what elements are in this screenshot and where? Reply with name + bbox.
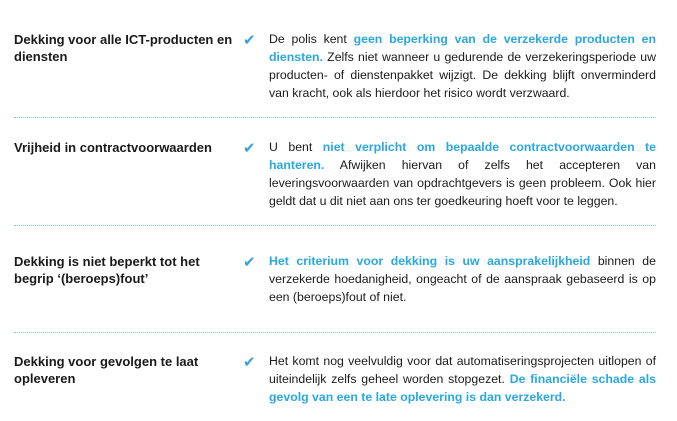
row-divider: [14, 332, 656, 333]
feature-term: Dekking voor gevolgen te laat opleveren: [14, 354, 199, 386]
feature-term: Dekking is niet beperkt tot het begrip ‘(beroeps)fout’: [14, 254, 200, 286]
feature-description: [269, 30, 656, 102]
check-icon: ✔: [243, 353, 256, 371]
description-highlight: De financiële schade als gevolg van een te late oplevering is dan verzekerd.: [269, 372, 656, 404]
row-divider: [14, 225, 656, 226]
description-highlight: niet verplicht om bepaalde contractvoorwaarden te hanteren.: [269, 140, 656, 172]
feature-term: Vrijheid in contractvoorwaarden: [14, 140, 212, 155]
feature-description: [269, 138, 656, 210]
description-text: binnen de verzekerde hoedanigheid, ongeacht of de aanspraak gebaseerd is op een (beroeps)fout of niet.: [269, 254, 656, 304]
row-divider: [14, 117, 656, 118]
description-text: Zelfs niet wanneer u gedurende de verzekeringsperiode uw producten- of dienstenpakket wijzigt. De dekking blijft onverminderd van kracht, ook als hierdoor het risico wordt verzwaard.: [269, 50, 656, 100]
description-highlight: Het criterium voor dekking is uw aansprakelijkheid: [269, 254, 591, 268]
description-text: De polis kent: [269, 32, 354, 46]
description-text: U bent: [269, 140, 323, 154]
description-text: Het komt nog veelvuldig voor dat automatiseringsprojecten uitlopen of uiteindelijk zelfs geheel worden stopgezet.: [269, 354, 656, 386]
feature-description: [269, 352, 656, 406]
check-icon: ✔: [243, 139, 256, 157]
check-icon: ✔: [243, 31, 256, 49]
feature-description: [269, 252, 656, 306]
check-icon: ✔: [243, 253, 256, 271]
description-text: Afwijken hiervan of zelfs het accepteren van leveringsvoorwaarden van opdrachtgevers is geen probleem. Ook hier geldt dat u dit niet aan ons ter goedkeuring hoeft voor te leggen.: [269, 158, 656, 208]
description-highlight: geen beperking van de verzekerde producten en diensten.: [269, 32, 656, 64]
feature-term: Dekking voor alle ICT-producten en diensten: [14, 32, 233, 64]
